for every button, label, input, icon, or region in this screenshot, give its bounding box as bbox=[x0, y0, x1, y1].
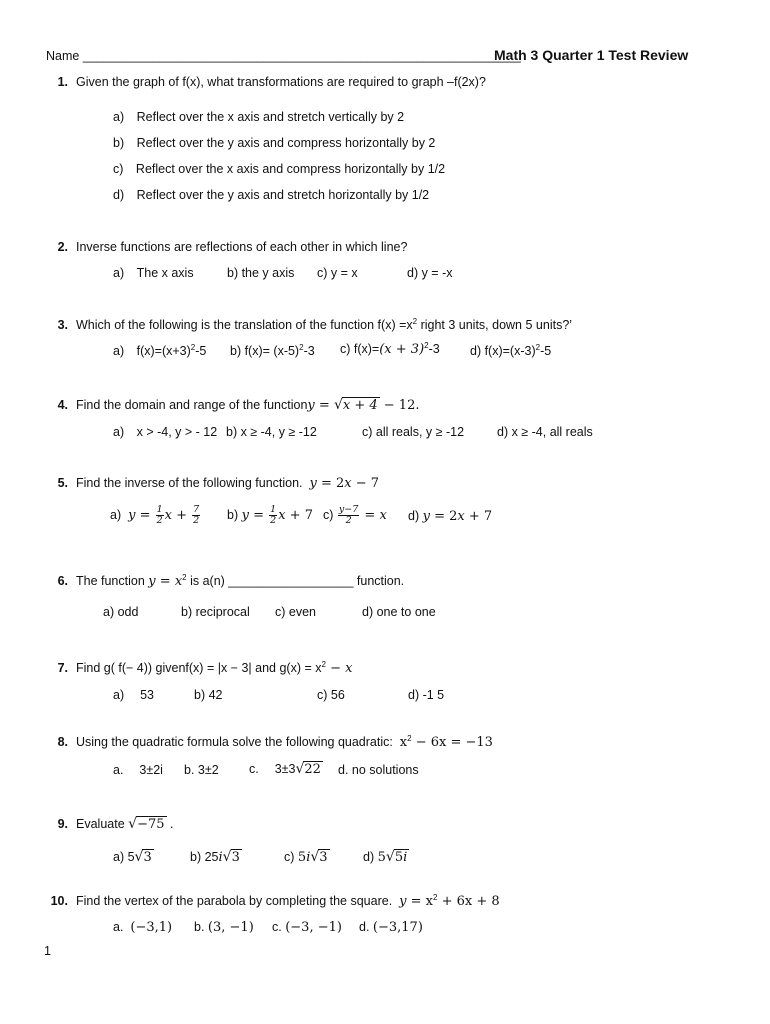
q4-choice-c: c) all reals, y ≥ -12 bbox=[362, 425, 465, 439]
q6-choice-b: b) reciprocal bbox=[181, 605, 250, 619]
question-6: 6. The function $y = x^2$ is a(n) __________________ function. bbox=[57, 572, 405, 589]
name-blank-line: _______________________________________________________________ bbox=[82, 49, 521, 63]
question-9: 9. Evaluate √−75 . bbox=[57, 816, 174, 832]
q10-choice-d: d. (−3,17) bbox=[359, 920, 423, 935]
q9-choice-c: c) 5i√3 bbox=[284, 849, 328, 865]
q8-choice-a: a. 3±2i bbox=[113, 763, 163, 777]
q5-choice-d: d) y = 2x + 7 bbox=[408, 509, 493, 524]
q6-choice-a: a) odd bbox=[103, 605, 139, 619]
q1-choice-c: c) Reflect over the x axis and compress horizontally by 1/2 bbox=[113, 162, 446, 176]
q10-choice-c: c. (−3, −1) bbox=[272, 920, 342, 935]
q5-choice-b: b) y = $\frac{1}{2}$ x + 7 bbox=[227, 504, 313, 526]
q10-choice-b: b. (3, −1) bbox=[194, 920, 254, 935]
document-title: Math 3 Quarter 1 Test Review bbox=[494, 47, 689, 63]
q2-choice-b: b) the y axis bbox=[227, 266, 295, 280]
q9-choice-b: b) 25i√3 bbox=[190, 849, 240, 865]
q7-choice-c: c) 56 bbox=[317, 688, 345, 702]
q7-choice-d: d) -1 5 bbox=[408, 688, 445, 702]
q7-choice-a: a) 53 bbox=[113, 688, 154, 702]
question-3: 3. Which of the following is the translation of the function $f(x) =x^2$ right 3 units, down 5 units?’ bbox=[57, 316, 573, 332]
question-2: 2. Inverse functions are reflections of each other in which line? bbox=[57, 240, 408, 254]
q3-choice-a: a) $f(x)=(x+3)^2-5$ bbox=[113, 342, 207, 358]
question-8: 8. Using the quadratic formula solve the following quadratic: $x^2 - 6x = -13$ bbox=[57, 733, 493, 750]
q5-choice-a: a) y = $\frac{1}{2}$ x + $\frac{7}{2}$ bbox=[110, 504, 200, 526]
q2-choice-c: c) y = x bbox=[317, 266, 358, 280]
name-label: Name bbox=[46, 49, 83, 63]
q8-choice-c: c. 3±3√22 bbox=[249, 761, 321, 777]
q1-choice-d: d) Reflect over the y axis and stretch horizontally by 1/2 bbox=[113, 188, 430, 202]
q10-choice-a: a. (−3,1) bbox=[113, 920, 173, 935]
q3-choice-c: c) $f(x)=(x + 3)^2-3$ bbox=[340, 340, 440, 357]
q9-choice-a: a) 5√3 bbox=[113, 849, 152, 865]
question-10: 10. Find the vertex of the parabola by completing the square. $y = x^2 + 6x + 8$ bbox=[50, 892, 500, 909]
q3-choice-b: b) $f(x)= (x-5)^2-3$ bbox=[230, 342, 315, 358]
q3-choice-d: d) $f(x)=(x-3)^2-5$ bbox=[470, 342, 552, 358]
q7-choice-b: b) 42 bbox=[194, 688, 223, 702]
q5-choice-c: c) $\frac{y-7}{2}$ = x bbox=[323, 504, 387, 526]
q2-choice-a: a) The x axis bbox=[113, 266, 194, 280]
name-label-line bbox=[46, 49, 521, 63]
q9-choice-d: d) 5√5i bbox=[363, 849, 408, 865]
q6-choice-c: c) even bbox=[275, 605, 316, 619]
question-4: 4. Find the domain and range of the functiony = √x + 4 − 12. bbox=[57, 397, 420, 413]
q8-choice-b: b. 3±2 bbox=[184, 763, 219, 777]
q1-choice-a: a) Reflect over the x axis and stretch vertically by 2 bbox=[113, 110, 405, 124]
question-7: 7. Find g( f(− 4)) givenf(x) = |x − 3| and $g(x) = x^2 - x$ bbox=[57, 659, 353, 676]
question-1: 1. Given the graph of f(x), what transformations are required to graph –f(2x)? bbox=[57, 75, 486, 89]
q1-choice-b: b) Reflect over the y axis and compress horizontally by 2 bbox=[113, 136, 436, 150]
question-1-text: Given the graph of f(x), what transformations are required to graph –f(2x)? bbox=[76, 75, 486, 89]
question-5: 5. Find the inverse of the following function. y = 2x − 7 bbox=[57, 476, 380, 491]
q4-choice-d: d) x ≥ -4, all reals bbox=[497, 425, 593, 439]
q4-choice-a: a) x > -4, y > - 12 bbox=[113, 425, 218, 439]
q8-choice-d: d. no solutions bbox=[338, 763, 419, 777]
page-number: 1 bbox=[44, 944, 51, 958]
q2-choice-d: d) y = -x bbox=[407, 266, 453, 280]
question-2-text: Inverse functions are reflections of each other in which line? bbox=[76, 240, 408, 254]
q6-choice-d: d) one to one bbox=[362, 605, 436, 619]
q4-choice-b: b) x ≥ -4, y ≥ -12 bbox=[226, 425, 317, 439]
